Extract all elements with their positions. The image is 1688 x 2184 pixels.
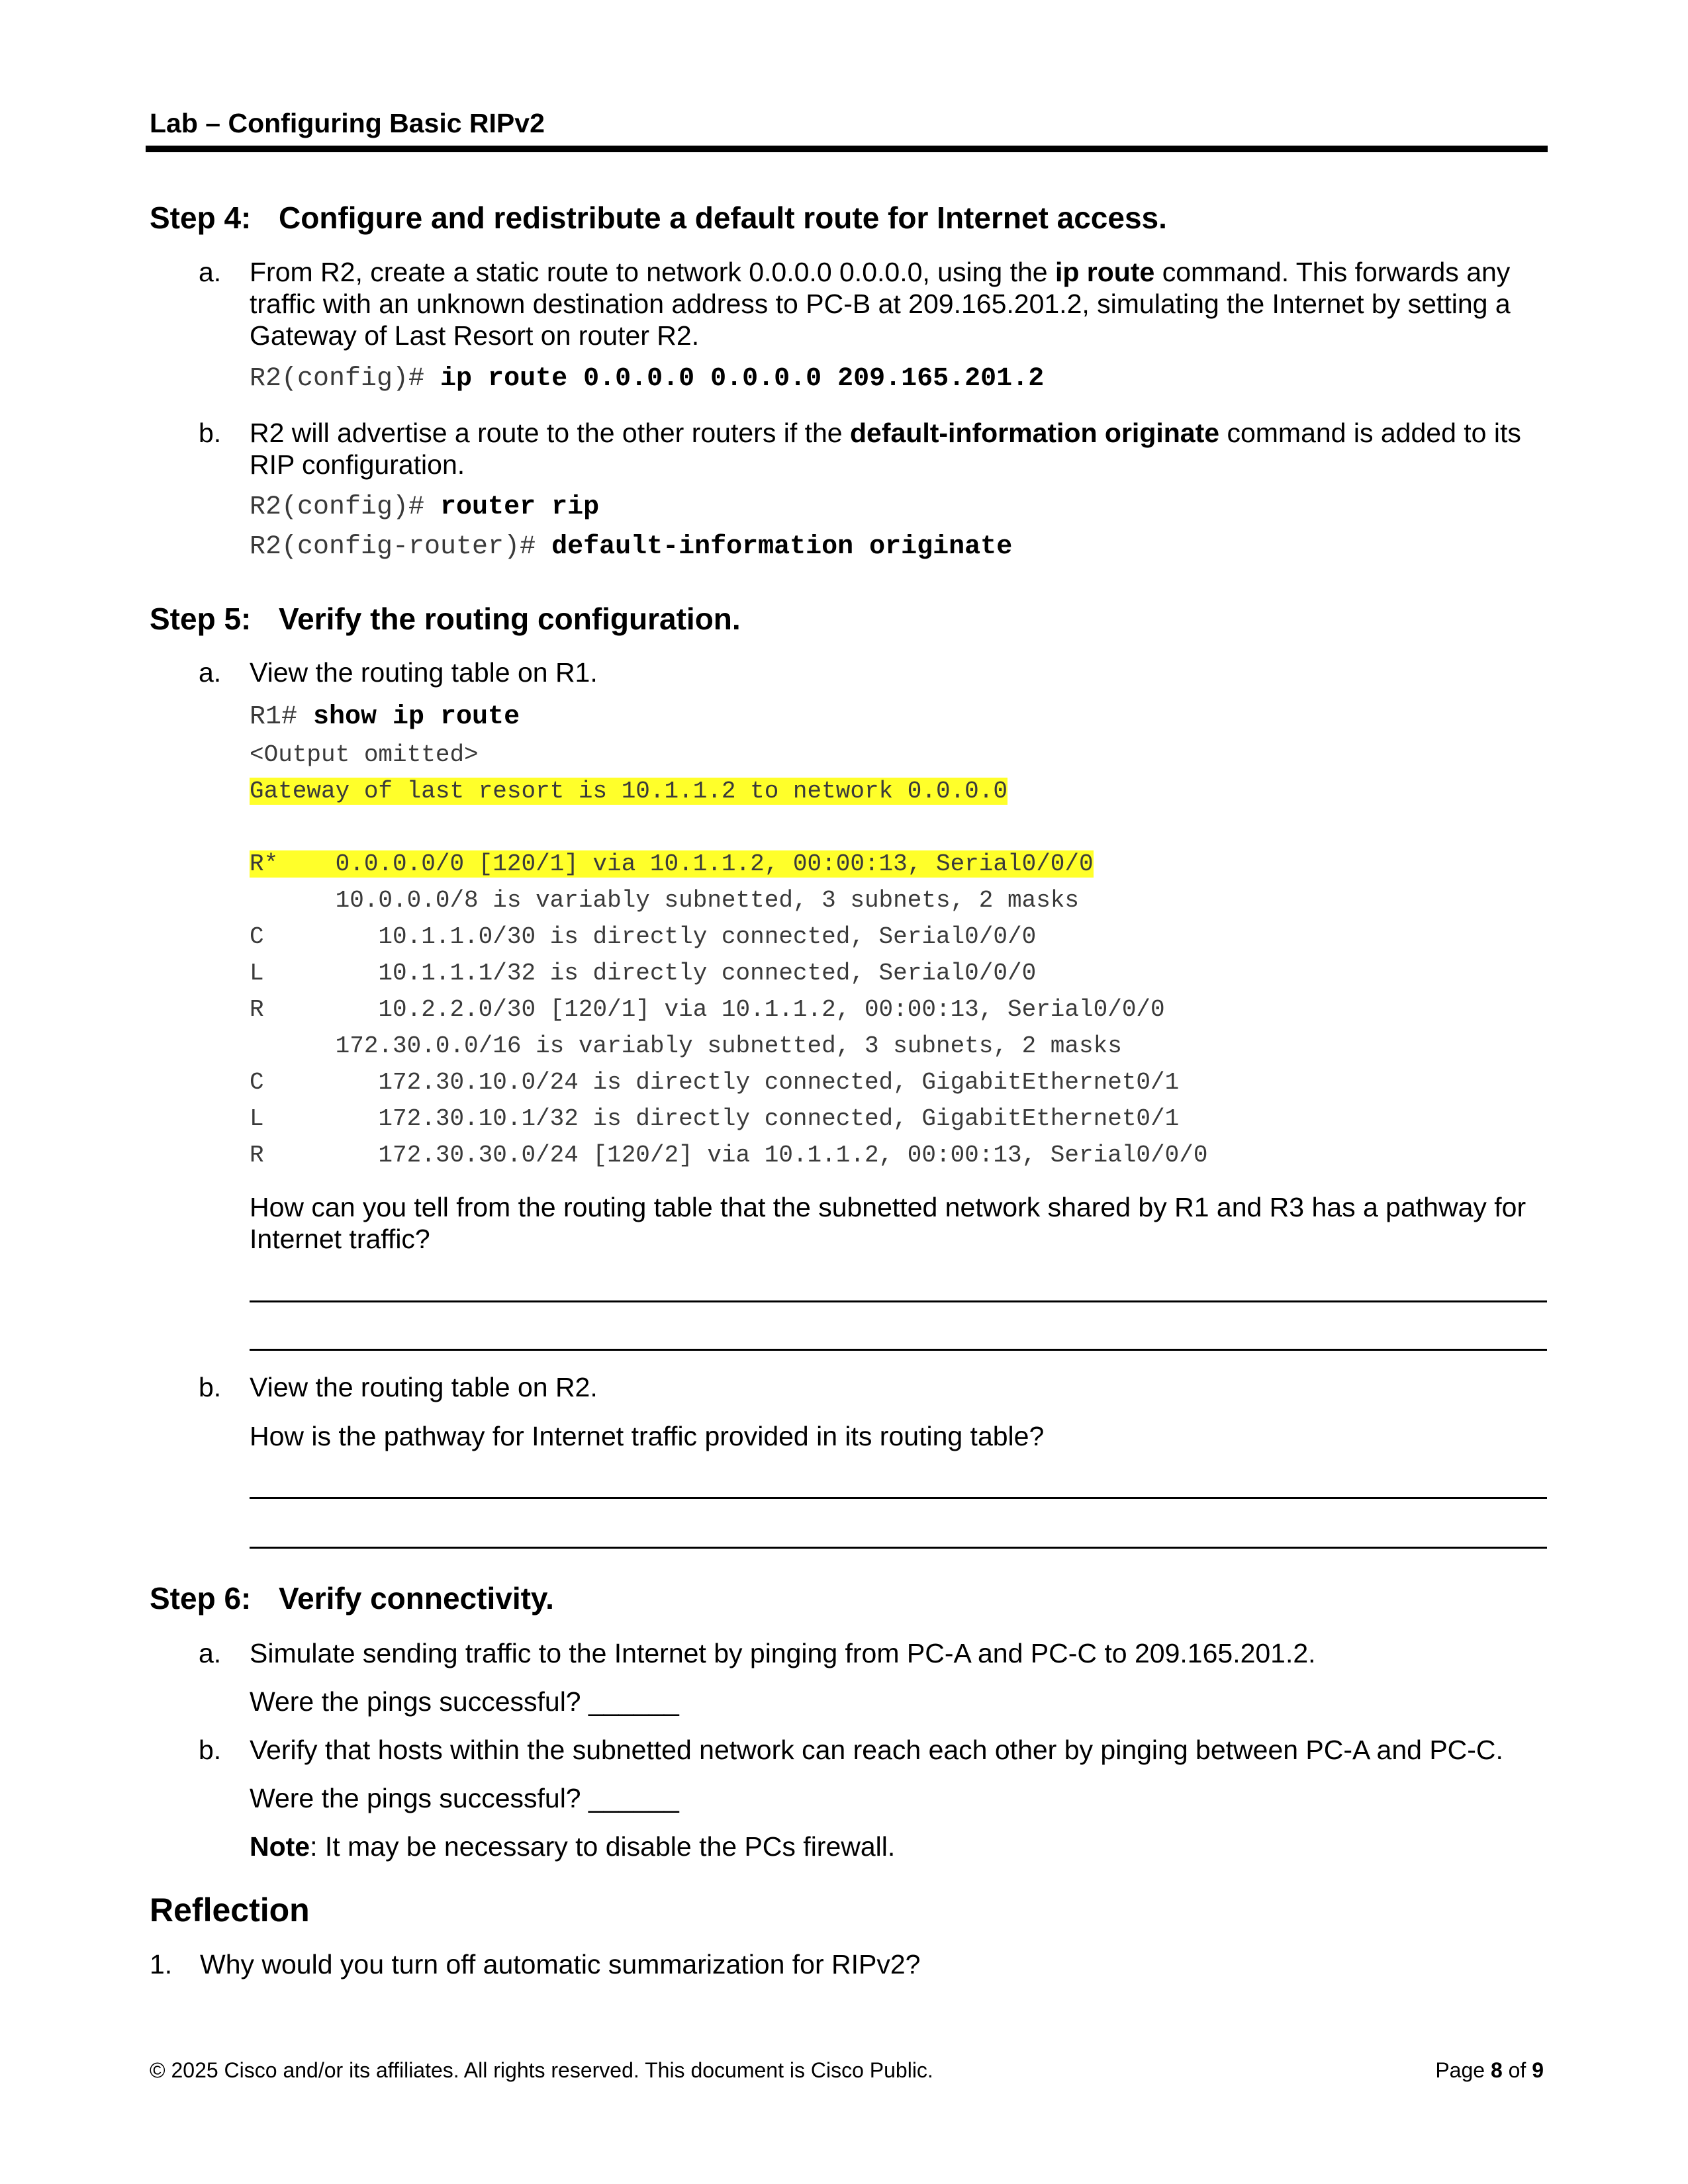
command-line: [250, 494, 599, 522]
command-line: [250, 704, 520, 731]
step-title: Configure and redistribute a default route for Internet access.: [279, 201, 1167, 235]
item-letter: a.: [199, 657, 222, 688]
step-title: Verify connectivity.: [279, 1581, 554, 1615]
note-label: Note: [250, 1831, 310, 1862]
question-text: How can you tell from the routing table that the subnetted network shared by R1 and R3 has a pathway for Internet traffic?: [250, 1192, 1526, 1254]
highlighted-text: R* 0.0.0.0/0 [120/1] via 10.1.1.2, 00:00:13, Serial0/0/0: [250, 850, 1094, 878]
step-number: Step 6:: [150, 1581, 252, 1615]
step-title: Verify the routing configuration.: [279, 602, 741, 636]
answer-line: [250, 1349, 1547, 1351]
header-divider: [146, 146, 1548, 152]
total-pages: 9: [1532, 2058, 1544, 2082]
cli-prompt: R2(config-router)#: [250, 532, 552, 562]
step-6b-text: Verify that hosts within the subnetted network can reach each other by pinging between PC-A and PC-C.: [250, 1735, 1503, 1765]
cli-prompt: R1#: [250, 702, 314, 732]
page-title: Lab – Configuring Basic RIPv2: [150, 108, 545, 138]
routing-output-line: [250, 778, 1008, 805]
text-span: R2 will advertise a route to the other routers if the: [250, 418, 851, 448]
step-number: Step 5:: [150, 602, 252, 636]
step-4a-text: [250, 256, 1547, 351]
text-span: command. This forwards any traffic with an unknown destination address to PC-B at 209.165.201.2, simulating the Internet by setting a Gateway of Last Resort on router R2.: [250, 257, 1511, 351]
answer-line: [250, 1497, 1547, 1499]
step-number: Step 4:: [150, 201, 252, 235]
cli-prompt: R2(config)#: [250, 364, 441, 394]
highlighted-text: Gateway of last resort is 10.1.1.2 to network 0.0.0.0: [250, 778, 1008, 805]
bold-command: ip route: [1055, 257, 1155, 287]
footer-copyright: © 2025 Cisco and/or its affiliates. All rights reserved. This document is Cisco Public.: [150, 2058, 933, 2082]
step-5b-text: View the routing table on R2.: [250, 1372, 598, 1402]
routing-output-line: L 10.1.1.1/32 is directly connected, Serial0/0/0: [250, 960, 1037, 987]
question-number: 1.: [150, 1949, 173, 1979]
routing-output-line: 172.30.0.0/16 is variably subnetted, 3 subnets, 2 masks: [250, 1032, 1122, 1060]
text-span: : It may be necessary to disable the PCs firewall.: [310, 1831, 896, 1862]
item-letter: b.: [199, 1372, 222, 1402]
step-5-heading: [150, 600, 741, 638]
question-text: Were the pings successful? ______: [250, 1686, 679, 1717]
routing-output-line: R 172.30.30.0/24 [120/2] via 10.1.1.2, 00:00:13, Serial0/0/0: [250, 1142, 1208, 1169]
cli-command: ip route 0.0.0.0 0.0.0.0 209.165.201.2: [440, 364, 1045, 394]
item-letter: a.: [199, 1638, 222, 1668]
reflection-heading: Reflection: [150, 1891, 310, 1929]
routing-output-line: R 10.2.2.0/30 [120/1] via 10.1.1.2, 00:00:13, Serial0/0/0: [250, 996, 1165, 1023]
cli-command: router rip: [440, 492, 600, 522]
step-4b-text: [250, 417, 1547, 480]
cli-command: show ip route: [313, 702, 520, 732]
text-span: Page: [1435, 2058, 1491, 2082]
text-span: From R2, create a static route to network 0.0.0.0 0.0.0.0, using the: [250, 257, 1055, 287]
routing-output-line: 10.0.0.0/8 is variably subnetted, 3 subnets, 2 masks: [250, 887, 1080, 914]
reflection-question: Why would you turn off automatic summarization for RIPv2?: [200, 1949, 921, 1979]
routing-output-line: C 172.30.10.0/24 is directly connected, GigabitEthernet0/1: [250, 1069, 1180, 1096]
item-letter: b.: [199, 418, 222, 448]
command-line: [250, 533, 1012, 561]
command-line: [250, 365, 1044, 393]
routing-output-line: [250, 850, 1094, 878]
answer-line: [250, 1300, 1547, 1302]
cli-prompt: R2(config)#: [250, 492, 441, 522]
routing-output-line: C 10.1.1.0/30 is directly connected, Serial0/0/0: [250, 923, 1037, 950]
note-text: [250, 1831, 1547, 1862]
item-letter: a.: [199, 257, 222, 287]
footer-page-number: [1435, 2057, 1544, 2083]
bold-command: default-information originate: [850, 418, 1220, 448]
current-page: 8: [1490, 2058, 1503, 2082]
item-letter: b.: [199, 1735, 222, 1765]
answer-line: [250, 1547, 1547, 1549]
step-6-heading: [150, 1579, 554, 1617]
step-6a-text: Simulate sending traffic to the Internet by pinging from PC-A and PC-C to 209.165.201.2.: [250, 1638, 1316, 1668]
routing-output-line: <Output omitted>: [250, 741, 479, 768]
text-span: of: [1502, 2058, 1532, 2082]
routing-output-line: L 172.30.10.1/32 is directly connected, GigabitEthernet0/1: [250, 1105, 1180, 1132]
text-span: command is added to its RIP configuration.: [250, 418, 1521, 480]
question-text: Were the pings successful? ______: [250, 1783, 679, 1813]
cli-command: default-information originate: [551, 532, 1013, 562]
step-5a-text: View the routing table on R1.: [250, 657, 598, 688]
question-text: How is the pathway for Internet traffic provided in its routing table?: [250, 1421, 1045, 1451]
step-4-heading: [150, 199, 1167, 237]
